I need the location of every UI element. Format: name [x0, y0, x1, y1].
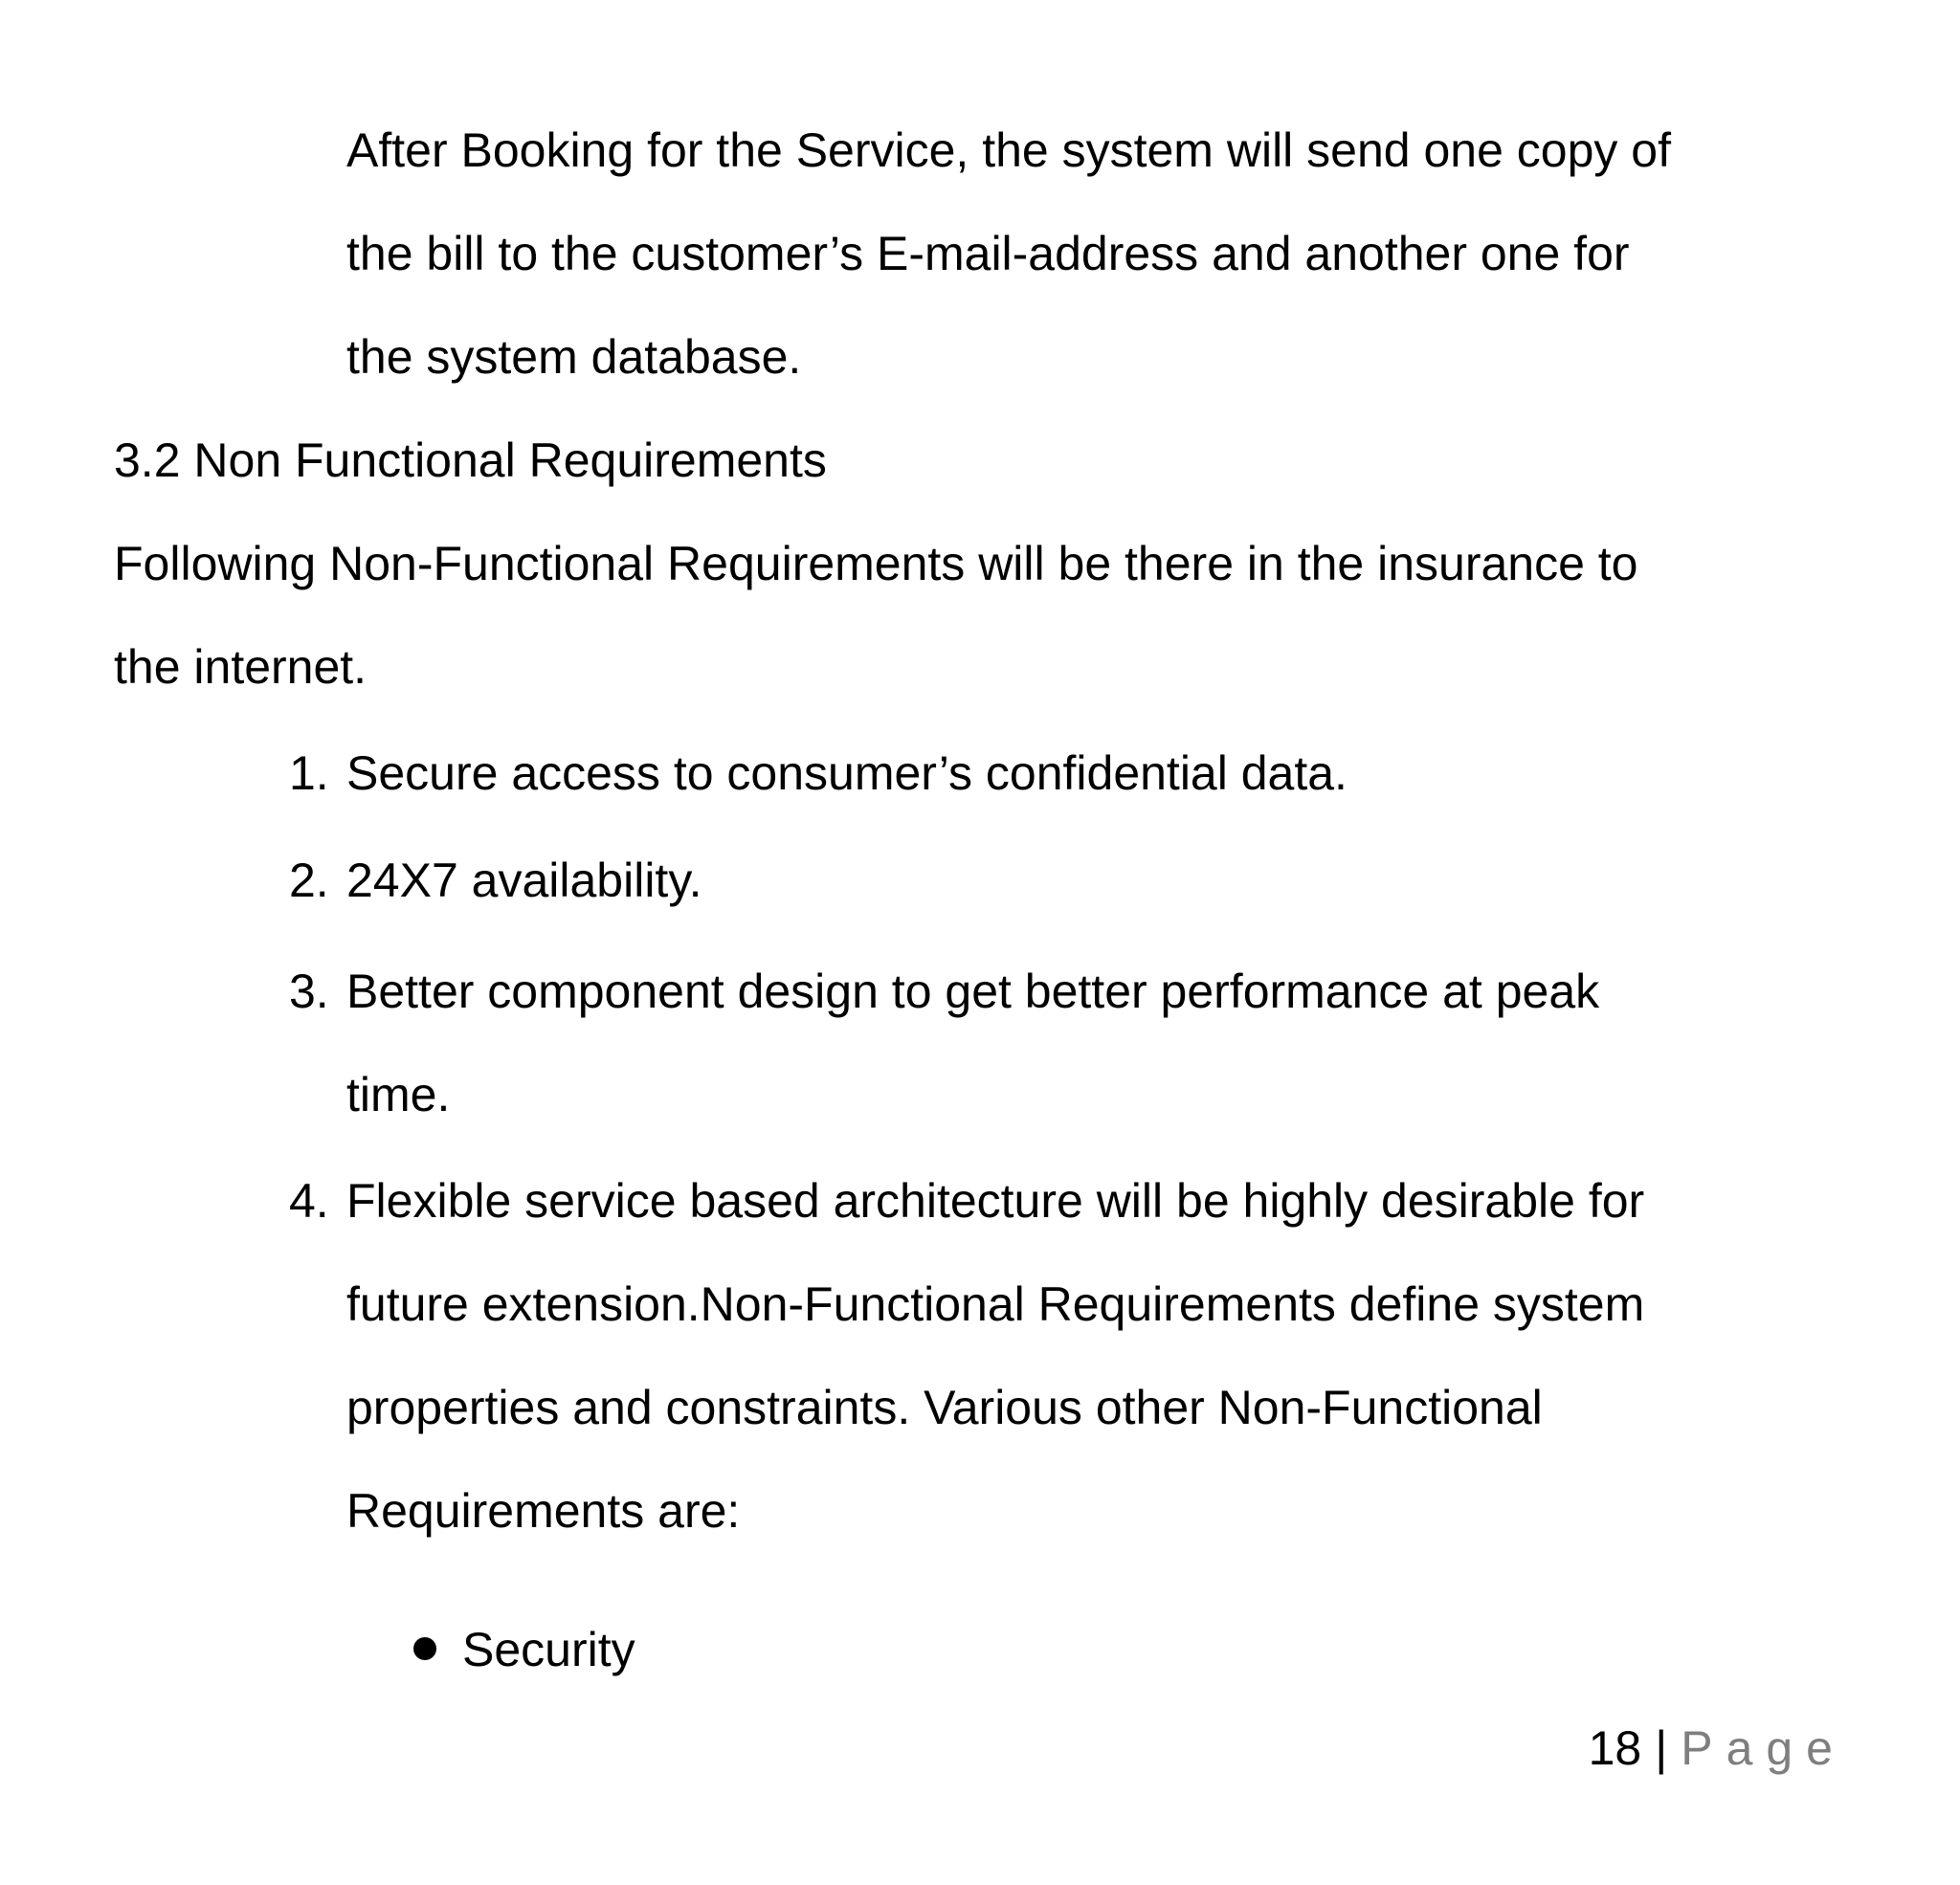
intro-line-1: After Booking for the Service, the system will send one copy of — [346, 123, 1672, 177]
page-word: Page — [1681, 1721, 1846, 1775]
footer-separator: | — [1655, 1721, 1668, 1775]
list-item-line: Secure access to consumer’s confidential data. — [346, 746, 1348, 800]
list-item-number: 4. — [289, 1174, 329, 1228]
list-item-line: 24X7 availability. — [346, 854, 702, 907]
list-item-line: Requirements are: — [346, 1484, 741, 1538]
list-item-line: Flexible service based architecture will be highly desirable for — [346, 1174, 1645, 1228]
page-number: 18 — [1588, 1721, 1642, 1775]
list-item-number: 3. — [289, 965, 329, 1018]
section-intro-line-2: the internet. — [114, 640, 368, 694]
page-footer — [1589, 1719, 1846, 1777]
intro-line-2: the bill to the customer’s E-mail-address and another one for — [346, 227, 1630, 280]
bullet-item-label: Security — [462, 1623, 635, 1676]
list-item-line: properties and constraints. Various other Non-Functional — [346, 1381, 1543, 1434]
list-item-line: future extension.Non-Functional Requirements define system — [346, 1277, 1645, 1331]
section-heading: 3.2 Non Functional Requirements — [114, 433, 827, 487]
list-item-number: 2. — [289, 854, 329, 907]
list-item-line: Better component design to get better performance at peak — [346, 965, 1600, 1018]
bullet-icon — [413, 1637, 436, 1660]
list-item-line: time. — [346, 1068, 451, 1121]
section-intro-line-1: Following Non-Functional Requirements will be there in the insurance to — [114, 537, 1638, 590]
intro-line-3: the system database. — [346, 330, 802, 384]
list-item-number: 1. — [289, 746, 329, 800]
